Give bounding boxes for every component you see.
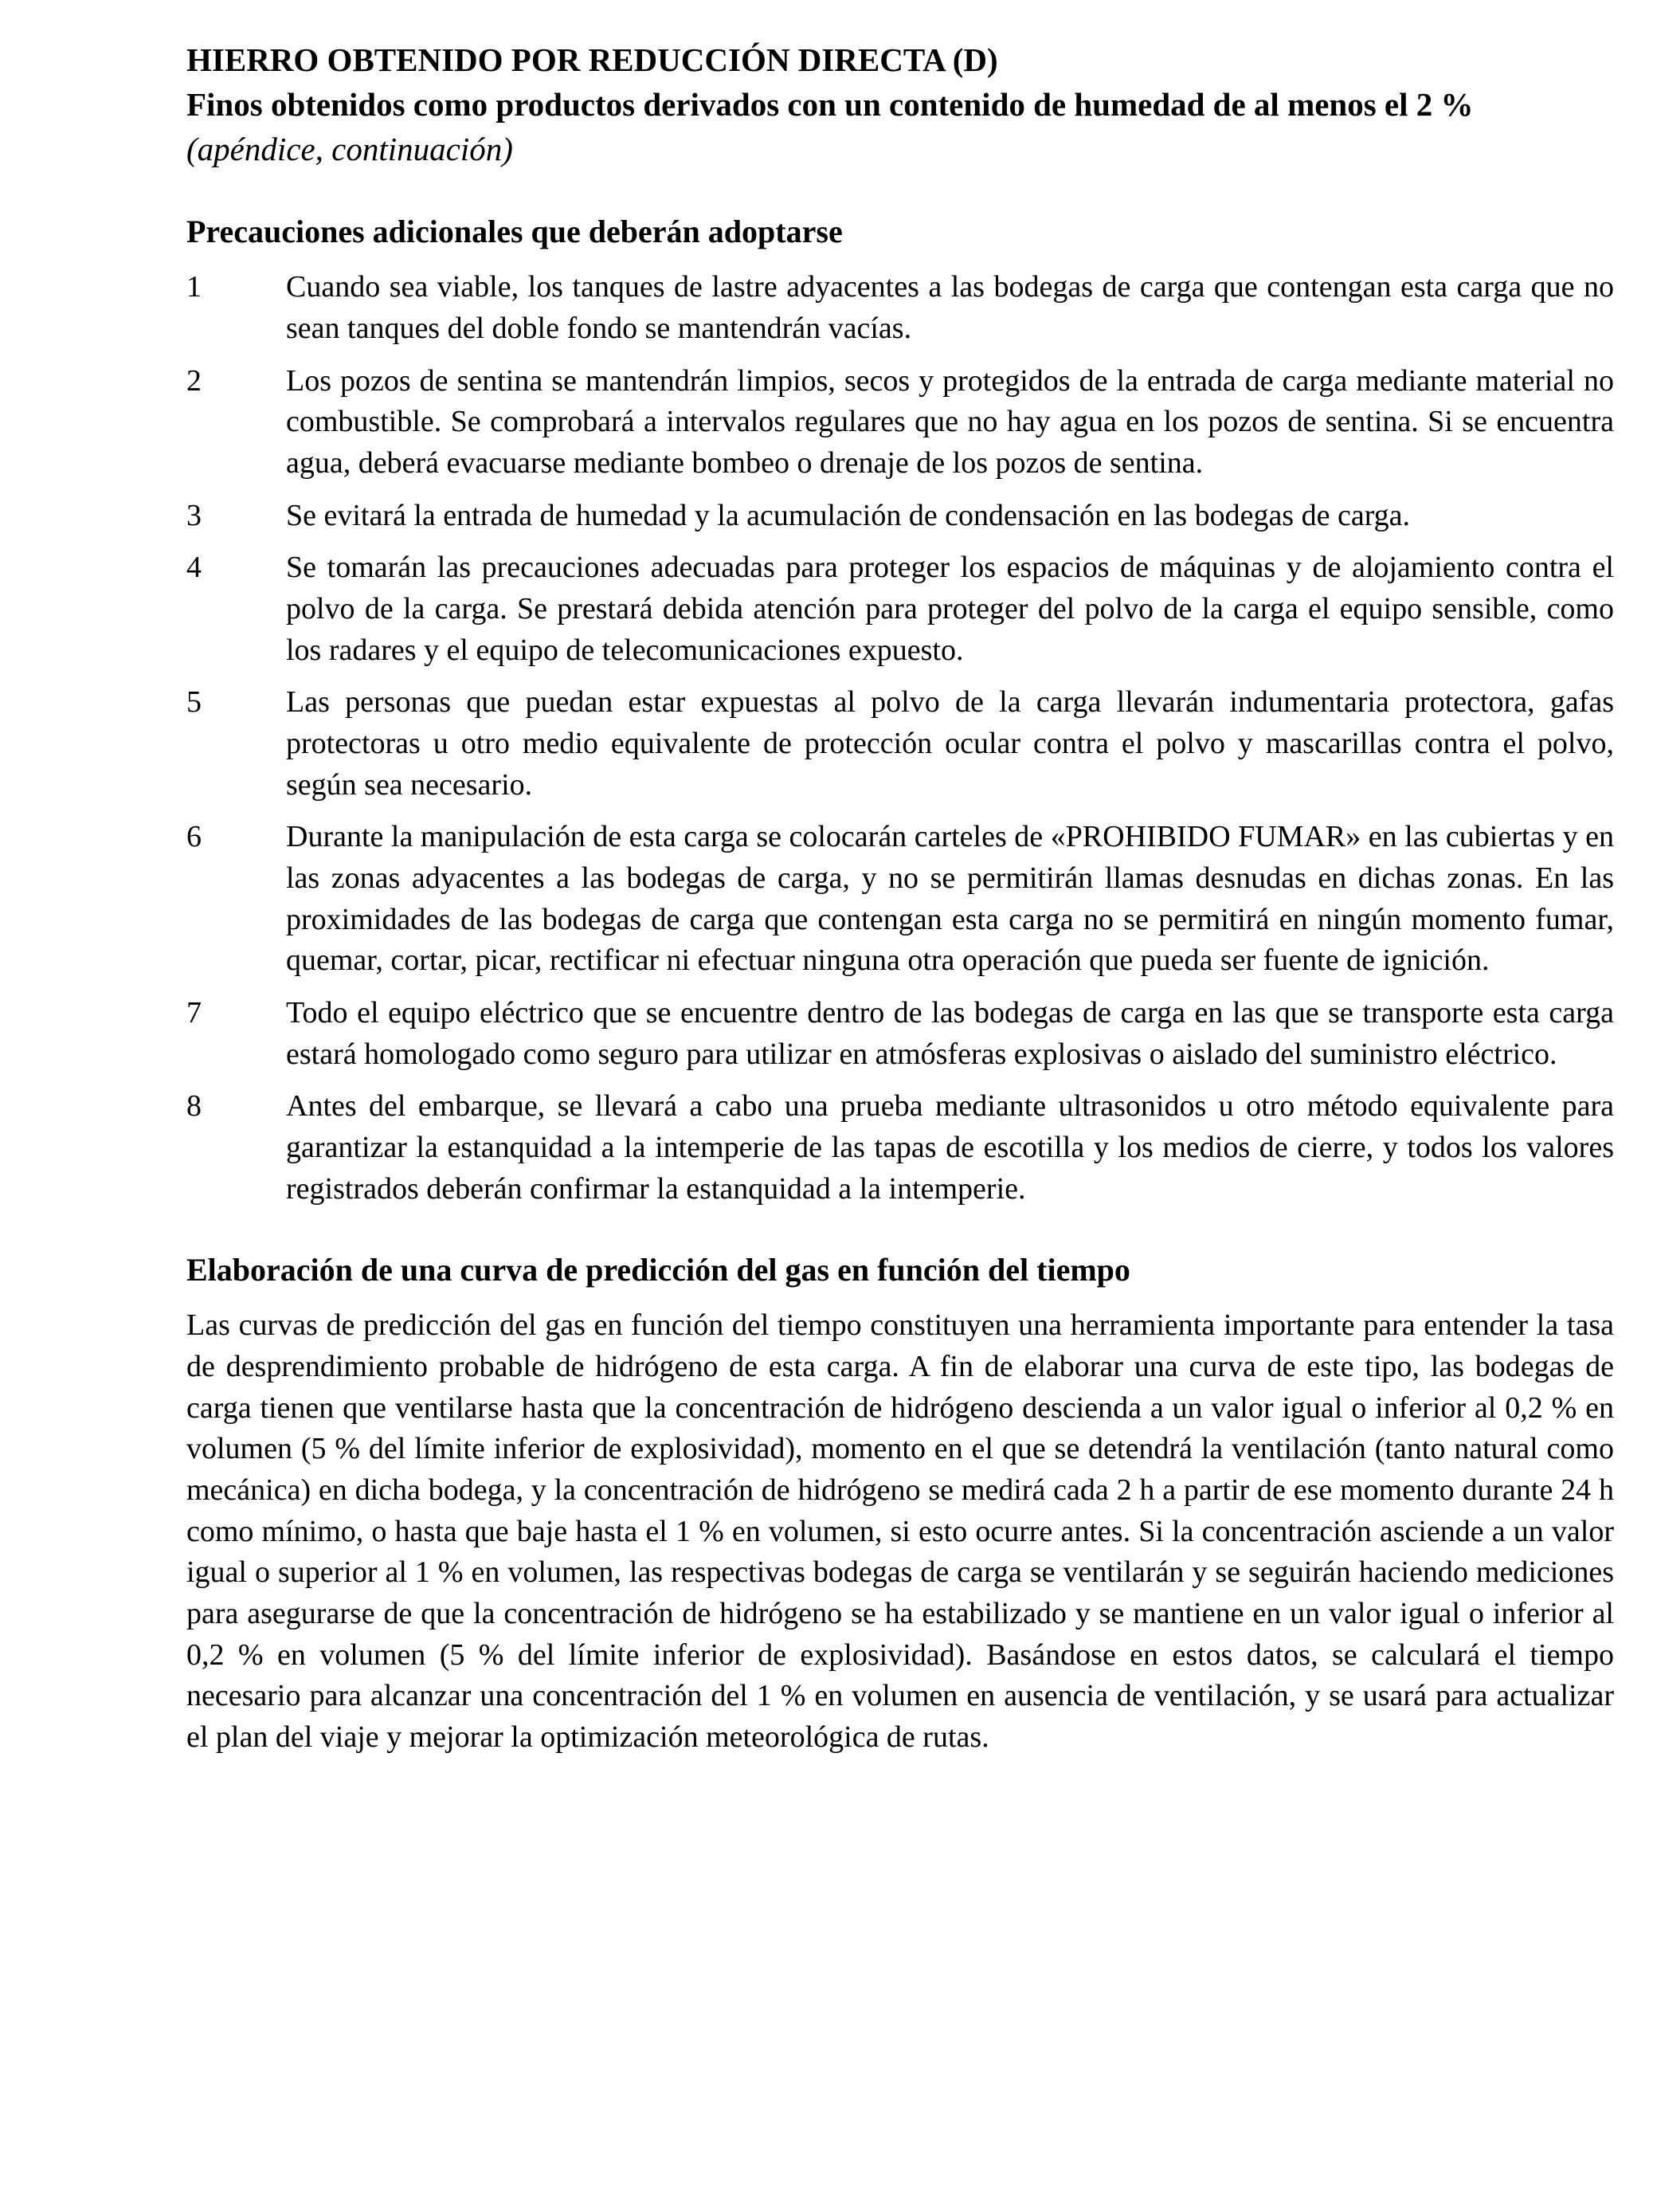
list-item: [186, 361, 1614, 484]
precautions-list: [186, 267, 1614, 1210]
section-heading-precautions: Precauciones adicionales que deberán adoptarse: [186, 214, 843, 250]
item-number: 8: [186, 1089, 202, 1124]
item-number: 6: [186, 820, 202, 854]
item-text: Las personas que puedan estar expuestas al polvo de la carga llevarán indumentaria protectora, gafas protectoras u otro medio equivalente de protección ocular contra el polvo y mascarillas contra el polvo, según sea necesario.: [286, 685, 1614, 802]
item-text: Todo el equipo eléctrico que se encuentre dentro de las bodegas de carga en las que se transporte esta carga estará homologado como seguro para utilizar en atmósferas explosivas o aislado del suministro eléctrico.: [286, 996, 1614, 1071]
item-text: Los pozos de sentina se mantendrán limpios, secos y protegidos de la entrada de carga mediante material no combustible. Se comprobará a intervalos regulares que no hay agua en los pozos de sentina. Si se encuentra agua, deberá evacuarse mediante bombeo o drenaje de los pozos de sentina.: [286, 363, 1614, 480]
page-content: [186, 38, 1614, 1759]
list-item: [186, 547, 1614, 671]
list-item: [186, 993, 1614, 1075]
list-item: [186, 496, 1614, 537]
list-item: [186, 267, 1614, 349]
page-title: HIERRO OBTENIDO POR REDUCCIÓN DIRECTA (D): [186, 41, 998, 78]
item-text: Se evitará la entrada de humedad y la acumulación de condensación en las bodegas de carga.: [286, 498, 1411, 532]
list-item: [186, 817, 1614, 982]
section-heading-gas-curve: Elaboración de una curva de predicción del gas en función del tiempo: [186, 1252, 1130, 1288]
list-item: [186, 1086, 1614, 1210]
item-number: 5: [186, 685, 202, 720]
subtitle-italic-text: (apéndice, continuación): [186, 130, 513, 167]
gas-curve-paragraph: Las curvas de predicción del gas en función del tiempo constituyen una herramienta importante para entender la tasa de desprendimiento probable de hidrógeno de esta carga. A fin de elaborar una curva de este tipo, las bodegas de carga tienen que ventilarse hasta que la concentración de hidrógeno descienda a un valor igual o inferior al 0,2 % en volumen (5 % del límite inferior de explosividad), momento en el que se detendrá la ventilación (tanto natural como mecánica) en dicha bodega, y la concentración de hidrógeno se medirá cada 2 h a partir de ese momento durante 24 h como mínimo, o hasta que baje hasta el 1 % en volumen, si esto ocurre antes. Si la concentración asciende a un valor igual o superior al 1 % en volumen, las respectivas bodegas de carga se ventilarán y se seguirán haciendo mediciones para asegurarse de que la concentración de hidrógeno se ha estabilizado y se mantiene en un valor igual o inferior al 0,2 % en volumen (5 % del límite inferior de explosividad). Basándose en estos datos, se calculará el tiempo necesario para alcanzar una concentración del 1 % en volumen en ausencia de ventilación, y se usará para actualizar el plan del viaje y mejorar la optimización meteorológica de rutas.: [186, 1308, 1614, 1755]
item-number: 1: [186, 270, 202, 304]
item-number: 3: [186, 498, 202, 532]
item-text: Durante la manipulación de esta carga se colocarán carteles de «PROHIBIDO FUMAR» en las cubiertas y en las zonas adyacentes a las bodegas de carga, y no se permitirán llamas desnudas en dichas zonas. En las proximidades de las bodegas de carga que contengan esta carga no se permitirá en ningún momento fumar, quemar, cortar, picar, rectificar ni efectuar ninguna otra operación que pueda ser fuente de ignición.: [286, 820, 1614, 978]
page-subtitle: [186, 83, 1614, 172]
item-number: 2: [186, 363, 202, 398]
item-number: 7: [186, 996, 202, 1030]
subtitle-bold-text: Finos obtenidos como productos derivados con un contenido de humedad de al menos el 2 %: [186, 85, 1474, 123]
item-number: 4: [186, 551, 202, 585]
item-text: Cuando sea viable, los tanques de lastre adyacentes a las bodegas de carga que contengan esta carga que no sean tanques del doble fondo se mantendrán vacías.: [286, 270, 1614, 345]
item-text: Se tomarán las precauciones adecuadas para proteger los espacios de máquinas y de alojamiento contra el polvo de la carga. Se prestará debida atención para proteger del polvo de la carga el equipo sensible, como los radares y el equipo de telecomunicaciones expuesto.: [286, 551, 1614, 667]
list-item: [186, 682, 1614, 806]
item-text: Antes del embarque, se llevará a cabo una prueba mediante ultrasonidos u otro método equivalente para garantizar la estanquidad a la intemperie de las tapas de escotilla y los medios de cierre, y todos los valores registrados deberán confirmar la estanquidad a la intemperie.: [286, 1089, 1614, 1206]
